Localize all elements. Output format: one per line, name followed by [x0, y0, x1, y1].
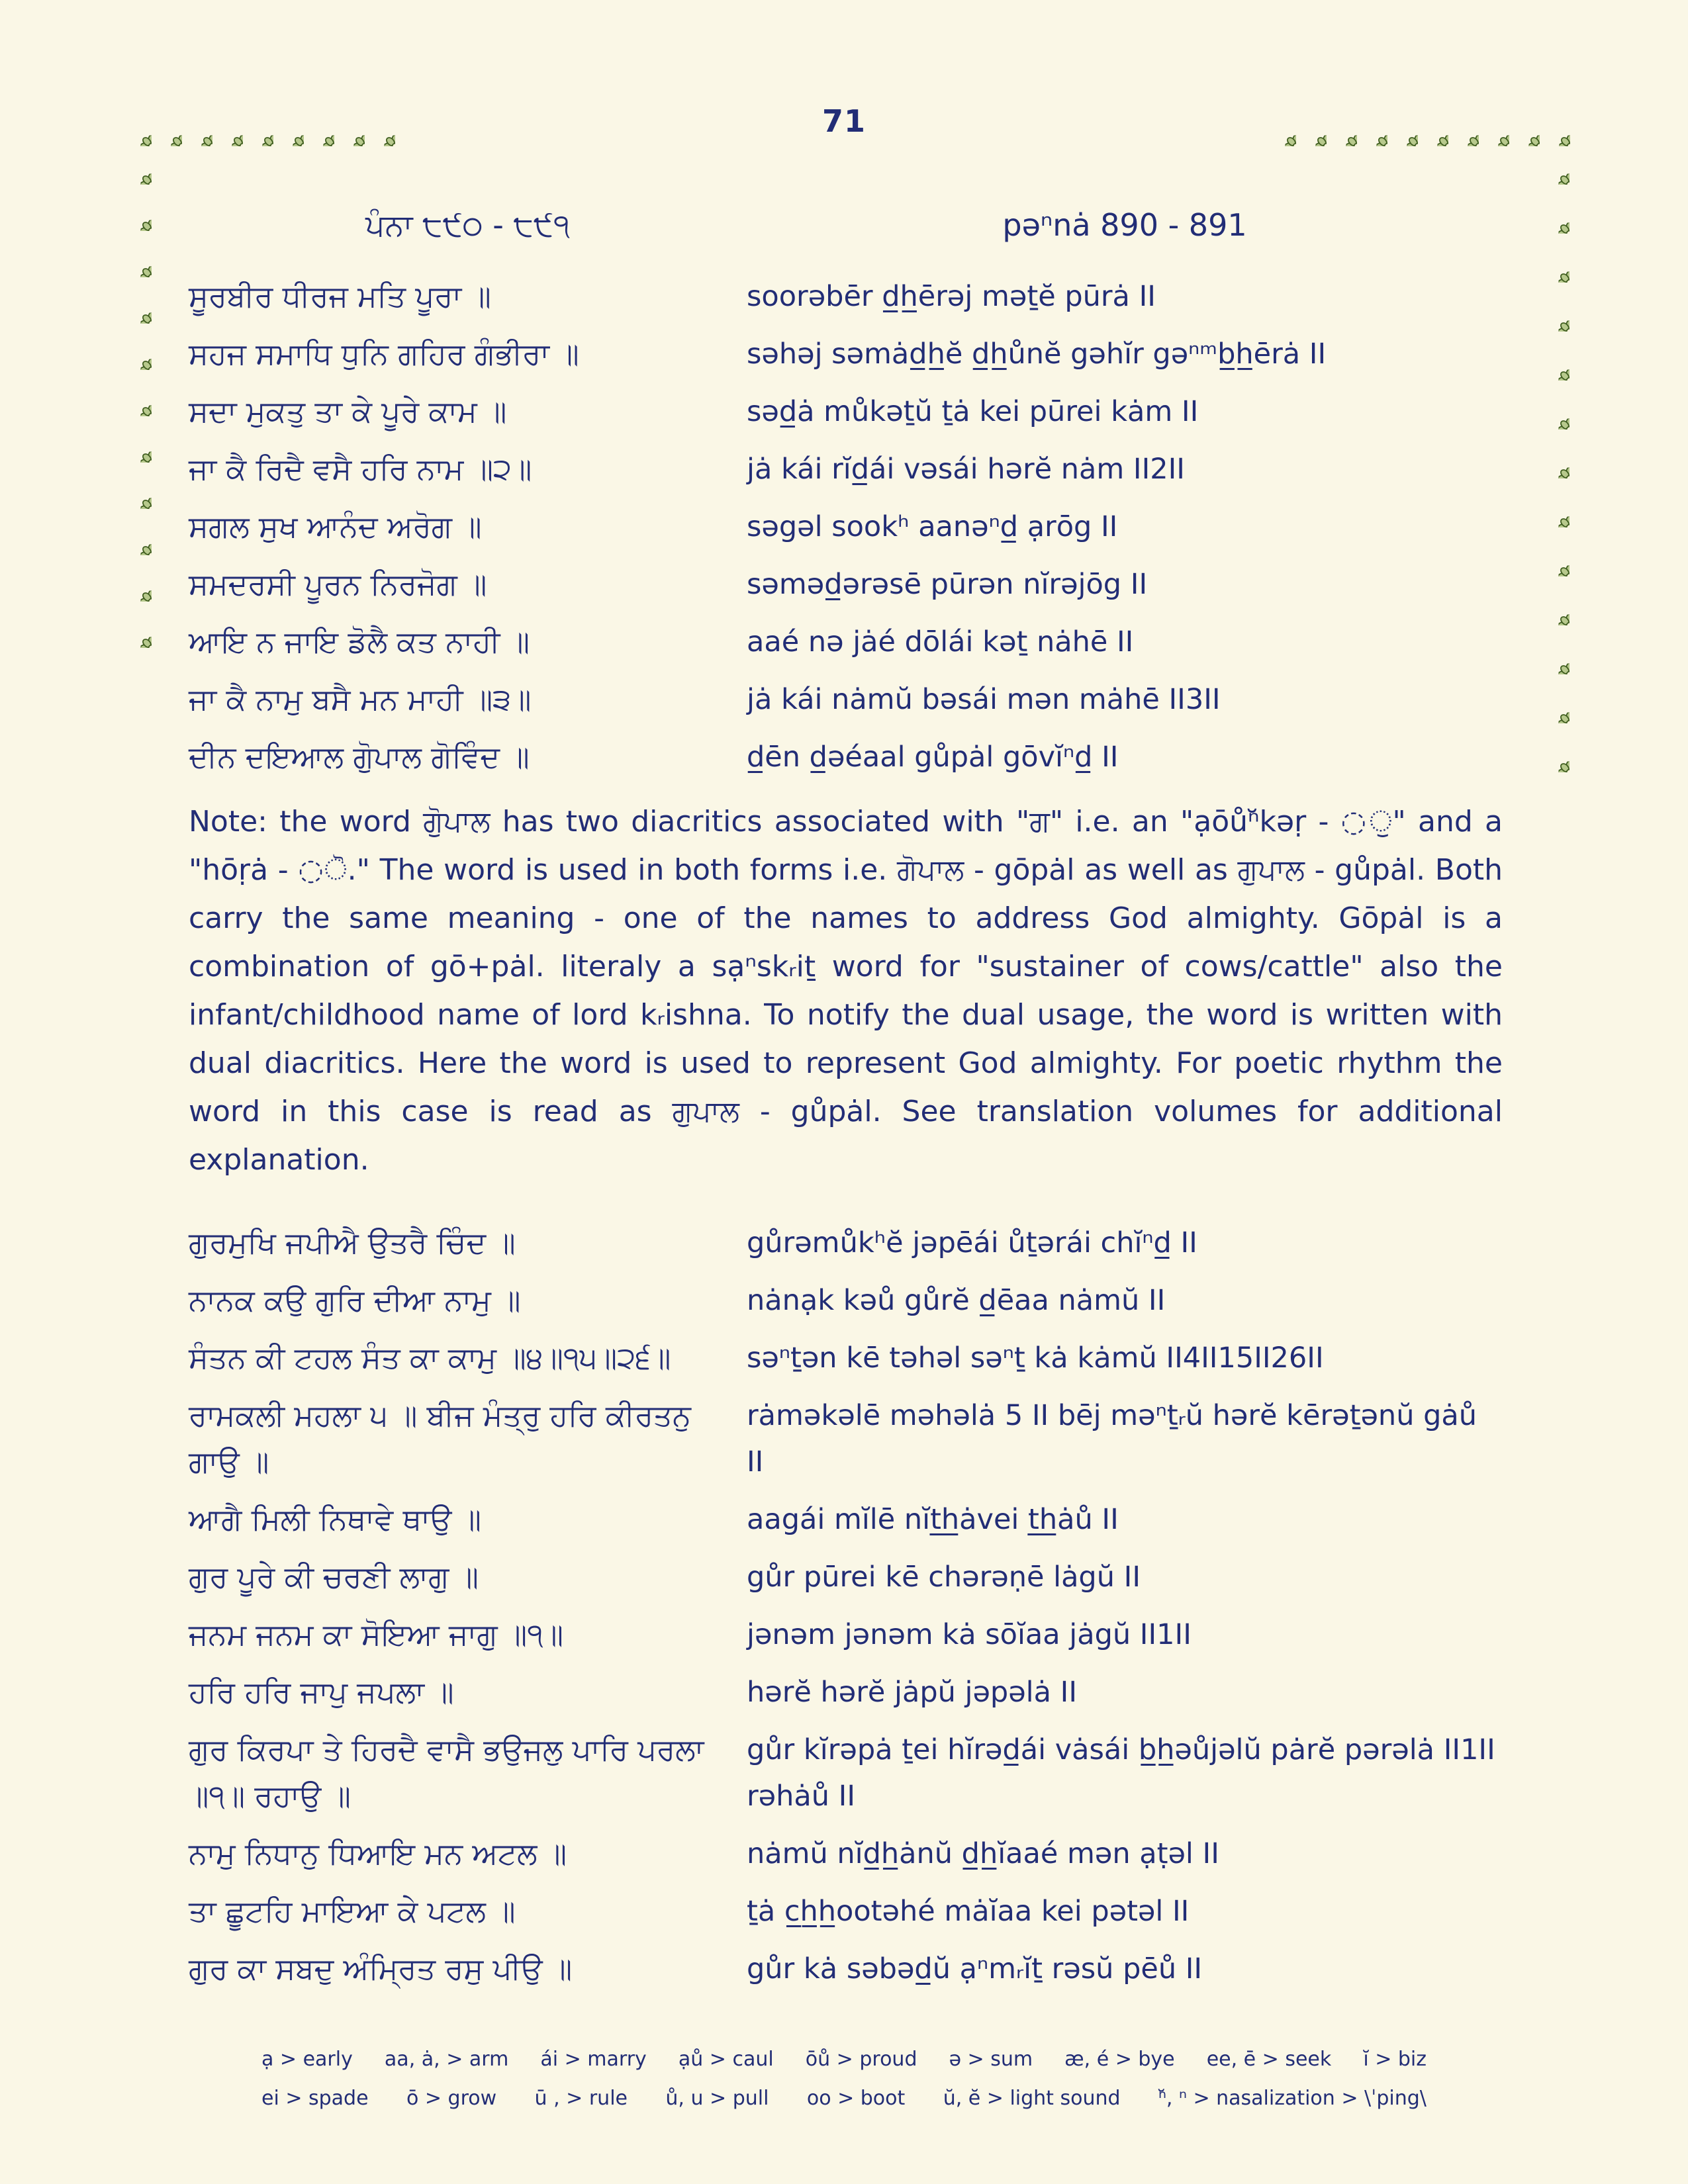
flower-icon [343, 124, 365, 146]
flower-icon [1548, 702, 1570, 723]
pronunciation-key-item: ə > sum [949, 2048, 1033, 2071]
gurmukhi-line: ਨਾਨਕ ਕਉ ਗੁਰਿ ਦੀਆ ਨਾਮੁ ॥ [189, 1283, 521, 1318]
transliteration-line: jȧ kái rĭd̲ái vəsái hərĕ nȧm II2II [747, 453, 1185, 486]
transliteration-line: gůr pūrei kē chərəṇē lȧgŭ II [747, 1561, 1141, 1594]
verse-row [189, 1612, 1503, 1658]
transliteration-line: nȧmŭ nĭd̲h̲ȧnŭ d̲h̲ĭaaé mən ạṭəl II [747, 1837, 1219, 1870]
flower-icon [1487, 124, 1509, 146]
verse-row [189, 1554, 1503, 1600]
gurmukhi-line: ਗੁਰ ਪੂਰੇ ਕੀ ਚਰਣੀ ਲਾਗੁ ॥ [189, 1559, 479, 1594]
pronunciation-key-item: ạů > caul [678, 2048, 774, 2071]
flower-icon [1548, 506, 1570, 527]
gurmukhi-line: ਸੰਤਨ ਕੀ ਟਹਲ ਸੰਤ ਕਾ ਕਾਮੁ ॥੪॥੧੫॥੨੬॥ [189, 1340, 671, 1375]
flower-icon [1548, 555, 1570, 576]
gurmukhi-line: ਤਾ ਛੂਟਹਿ ਮਾਇਆ ਕੇ ਪਟਲ ॥ [189, 1893, 516, 1929]
transliteration-line: d̲ēn d̲əéaal gůpȧl gōvĭⁿd̲ II [747, 741, 1119, 774]
page-content [189, 202, 1503, 2003]
flower-icon [130, 124, 152, 146]
transliteration-line: gůr kȧ səbəd̲ŭ ạⁿmᵣĭṯ rəsŭ pēů II [747, 1952, 1203, 1985]
flower-icon [1366, 124, 1387, 146]
transliteration-line: jȧ kái nȧmŭ bəsái mən mȧhē II3II [747, 683, 1221, 716]
gurmukhi-line: ਦੀਨ ਦਇਆਲ ਗੋੁਪਾਲ ਗੋਵਿੰਦ ॥ [189, 739, 530, 774]
flower-icon [130, 163, 152, 185]
verse-row [189, 1277, 1503, 1324]
flower-icon [130, 209, 152, 231]
transliteration-line: səməd̲ərəsē pūrən nĭrəjōg II [747, 568, 1148, 601]
gurmukhi-line: ਨਾਮੁ ਨਿਧਾਨੁ ਧਿਆਇ ਮਨ ਅਟਲ ॥ [189, 1836, 567, 1871]
transliteration-line: gůr kĭrəpȧ ṯei hĭrəd̲ái vȧsái b̲h̲əůjəlŭ pȧrĕ pərəlȧ II1II rəhȧů II [747, 1733, 1495, 1813]
flower-icon [1548, 457, 1570, 478]
verse-row [189, 1335, 1503, 1381]
verse-row [189, 446, 1503, 492]
pronunciation-key-item: ạ > early [261, 2048, 353, 2071]
verse-row [189, 1888, 1503, 1934]
flower-icon [1274, 124, 1296, 146]
verse-row [189, 1946, 1503, 1992]
flower-icon [1548, 212, 1570, 234]
flower-icon [1548, 653, 1570, 674]
transliteration-line: səd̲ȧ můkəṯŭ ṯȧ kei pūrei kȧm II [747, 395, 1199, 428]
verse-block-1 [189, 273, 1503, 780]
flower-icon [1335, 124, 1357, 146]
gurmukhi-line: ਸਹਜ ਸਮਾਧਿ ਧੁਨਿ ਗਹਿਰ ਗੰਭੀਰਾ ॥ [189, 336, 579, 371]
pronunciation-legend-row-2 [261, 2087, 1427, 2110]
flower-icon [130, 394, 152, 416]
pronunciation-key-item: ō > grow [406, 2087, 497, 2110]
transliteration-line: aaé nə jȧé dōlái kəṯ nȧhē II [747, 625, 1134, 659]
flower-icon [191, 124, 212, 146]
pronunciation-key-item: ū , > rule [534, 2087, 628, 2110]
flower-icon [1518, 124, 1540, 146]
header-translit-page-range: pəⁿnȧ 890 - 891 [1002, 207, 1247, 243]
transliteration-line: jənəm jənəm kȧ sōĭaa jȧgŭ II1II [747, 1618, 1192, 1651]
flower-border-right [1548, 163, 1570, 772]
transliteration-line: soorəbēr d̲h̲ērəj məṯĕ pūrȧ II [747, 280, 1156, 313]
header-gurmukhi-page-range: ਪੰਨਾ ੮੯੦ - ੮੯੧ [365, 207, 570, 243]
pronunciation-key-item: ōů > proud [805, 2048, 917, 2071]
flower-icon [1396, 124, 1418, 146]
page-reference-header [189, 202, 1503, 248]
verse-row [189, 331, 1503, 377]
verse-row [189, 1669, 1503, 1715]
flower-border-top-right [1274, 124, 1570, 146]
flower-border-top-left [130, 124, 395, 146]
pronunciation-key-item: ů, u > pull [665, 2087, 769, 2110]
gurmukhi-line: ਆਇ ਨ ਜਾਇ ਡੋਲੈ ਕਤ ਨਾਹੀ ॥ [189, 624, 530, 659]
gurmukhi-line: ਜਾ ਕੈ ਨਾਮੁ ਬਸੈ ਮਨ ਮਾਹੀ ॥੩॥ [189, 682, 532, 717]
flower-icon [130, 348, 152, 370]
flower-icon [1548, 408, 1570, 430]
flower-icon [1427, 124, 1448, 146]
gurmukhi-line: ਗੁਰ ਕਿਰਪਾ ਤੇ ਹਿਰਦੈ ਵਾਸੈ ਭਉਜਲੁ ਪਾਰਿ ਪਰਲਾ ॥੧॥ ਰਹਾਉ ॥ [189, 1732, 704, 1813]
pronunciation-key-item: oo > boot [806, 2087, 906, 2110]
flower-icon [373, 124, 395, 146]
transliteration-line: səhəj səmȧd̲h̲ĕ d̲h̲ůnĕ gəhĭr gəⁿᵐb̲h̲ērȧ II [747, 338, 1327, 371]
flower-icon [130, 255, 152, 277]
pronunciation-key-item: aa, ȧ, > arm [384, 2048, 509, 2071]
transliteration-line: hərĕ hərĕ jȧpŭ jəpəlȧ II [747, 1676, 1078, 1709]
verse-block-2 [189, 1220, 1503, 1992]
verse-row [189, 734, 1503, 780]
flower-icon [1548, 751, 1570, 772]
pronunciation-key-item: ee, ē > seek [1206, 2048, 1332, 2071]
verse-row [189, 676, 1503, 723]
flower-icon [130, 441, 152, 463]
gurmukhi-line: ਗੁਰ ਕਾ ਸਬਦੁ ਅੰਮ੍ਰਿਤ ਰਸੁ ਪੀਉ ॥ [189, 1951, 573, 1986]
flower-icon [1548, 359, 1570, 381]
pronunciation-key-item: ŭ, ĕ > light sound [943, 2087, 1121, 2110]
flower-icon [1548, 310, 1570, 332]
pronunciation-legend [261, 2048, 1427, 2110]
pronunciation-key-item: ⁿ̆, ⁿ > nasalization > \ˈping\ [1158, 2087, 1427, 2110]
flower-icon [130, 302, 152, 324]
translator-note: Note: the word ਗੋੁਪਾਲ has two diacritics associated with "ਗ" i.e. an "ạōůⁿ̆kəṛ - ◌ੁ" and a "hōṛȧ - ◌ੋ." The word is used in both forms i.e. ਗੋਪਾਲ - gōpȧl as well as ਗੁਪਾਲ - gůpȧl. Both carry the same meaning - one of the names to address God almighty. Gōpȧl is a combination of gō+pȧl. literaly a sạⁿskᵣiṯ word for "sustainer of cows/cattle" also the infant/childhood name of lord kᵣishna. To notify the dual usage, the word is written with dual diacritics. Here the word is used to represent God almighty. For poetic rhythm the word in this case is read as ਗੁਪਾਲ - gůpȧl. See translation volumes for additional explanation. [189, 805, 1503, 1177]
gurmukhi-line: ਸਗਲ ਸੁਖ ਆਨੰਦ ਅਰੋਗ ॥ [189, 509, 482, 544]
flower-icon [130, 487, 152, 509]
pronunciation-key-item: æ, é > bye [1064, 2048, 1175, 2071]
gurmukhi-line: ਹਰਿ ਹਰਿ ਜਾਪੁ ਜਪਲਾ ॥ [189, 1674, 454, 1709]
flower-icon [1457, 124, 1479, 146]
flower-icon [160, 124, 182, 146]
flower-icon [130, 533, 152, 555]
gurmukhi-line: ਸਦਾ ਮੁਕਤੁ ਤਾ ਕੇ ਪੂਰੇ ਕਾਮ ॥ [189, 394, 507, 429]
verse-row [189, 1496, 1503, 1543]
gurmukhi-line: ਸੂਰਬੀਰ ਧੀਰਜ ਮਤਿ ਪੂਰਾ ॥ [189, 279, 491, 314]
gurmukhi-line: ਗੁਰਮੁਖਿ ਜਪੀਐ ਉਤਰੈ ਚਿੰਦ ॥ [189, 1225, 516, 1260]
transliteration-line: rȧməkəlē məhəlȧ 5 II bēj məⁿṯᵣŭ hərĕ kērəṯənŭ gȧů II [747, 1399, 1477, 1479]
flower-icon [1305, 124, 1327, 146]
verse-row [189, 1831, 1503, 1877]
flower-icon [1548, 124, 1570, 146]
transliteration-line: aagái mĭlē nĭt̲h̲ȧvei t̲h̲ȧů II [747, 1503, 1119, 1536]
flower-icon [252, 124, 273, 146]
pronunciation-key-item: ái > marry [540, 2048, 647, 2071]
pronunciation-key-item: ĭ > biz [1363, 2048, 1427, 2071]
gurmukhi-line: ਸਮਦਰਸੀ ਪੂਰਨ ਨਿਰਜੋਗ ॥ [189, 567, 487, 602]
verse-row [189, 561, 1503, 608]
flower-icon [130, 626, 152, 648]
transliteration-line: səgəl sookʰ aanəⁿd̲ ạrōg II [747, 510, 1118, 543]
verse-row [189, 273, 1503, 320]
pronunciation-legend-row-1 [261, 2048, 1427, 2071]
gurmukhi-line: ਜਨਮ ਜਨਮ ਕਾ ਸੋਇਆ ਜਾਗੁ ॥੧॥ [189, 1617, 564, 1652]
flower-icon [282, 124, 304, 146]
verse-row [189, 504, 1503, 550]
gurmukhi-line: ਜਾ ਕੈ ਰਿਦੈ ਵਸੈ ਹਰਿ ਨਾਮ ॥੨॥ [189, 451, 532, 486]
flower-icon [221, 124, 243, 146]
gurmukhi-line: ਰਾਮਕਲੀ ਮਹਲਾ ੫ ॥ ਬੀਜ ਮੰਤ੍ਰੁ ਹਰਿ ਕੀਰਤਨੁ ਗਾਉ ॥ [189, 1398, 691, 1479]
verse-row [189, 619, 1503, 665]
pronunciation-key-item: ei > spade [261, 2087, 369, 2110]
verse-row [189, 1727, 1503, 1819]
page-number: 71 [821, 103, 866, 139]
transliteration-line: səⁿṯən kē təhəl səⁿṯ kȧ kȧmŭ II4II15II26II [747, 1342, 1324, 1375]
flower-icon [312, 124, 334, 146]
transliteration-line: ṯȧ c̲h̲h̲ootəhé mȧĭaa kei pətəl II [747, 1895, 1190, 1928]
flower-border-left [130, 163, 152, 648]
flower-icon [1548, 604, 1570, 625]
transliteration-line: nȧnạk kəů gůrĕ d̲ēaa nȧmŭ II [747, 1284, 1166, 1317]
flower-icon [130, 580, 152, 602]
flower-icon [1548, 261, 1570, 283]
verse-row [189, 388, 1503, 435]
flower-icon [1548, 163, 1570, 185]
verse-row [189, 1392, 1503, 1485]
gurmukhi-line: ਆਗੈ ਮਿਲੀ ਨਿਥਾਵੇ ਥਾਉ ॥ [189, 1502, 482, 1537]
verse-row [189, 1220, 1503, 1266]
transliteration-line: gůrəmůkʰĕ jəpēái ůṯərái chĭⁿd̲ II [747, 1226, 1197, 1259]
